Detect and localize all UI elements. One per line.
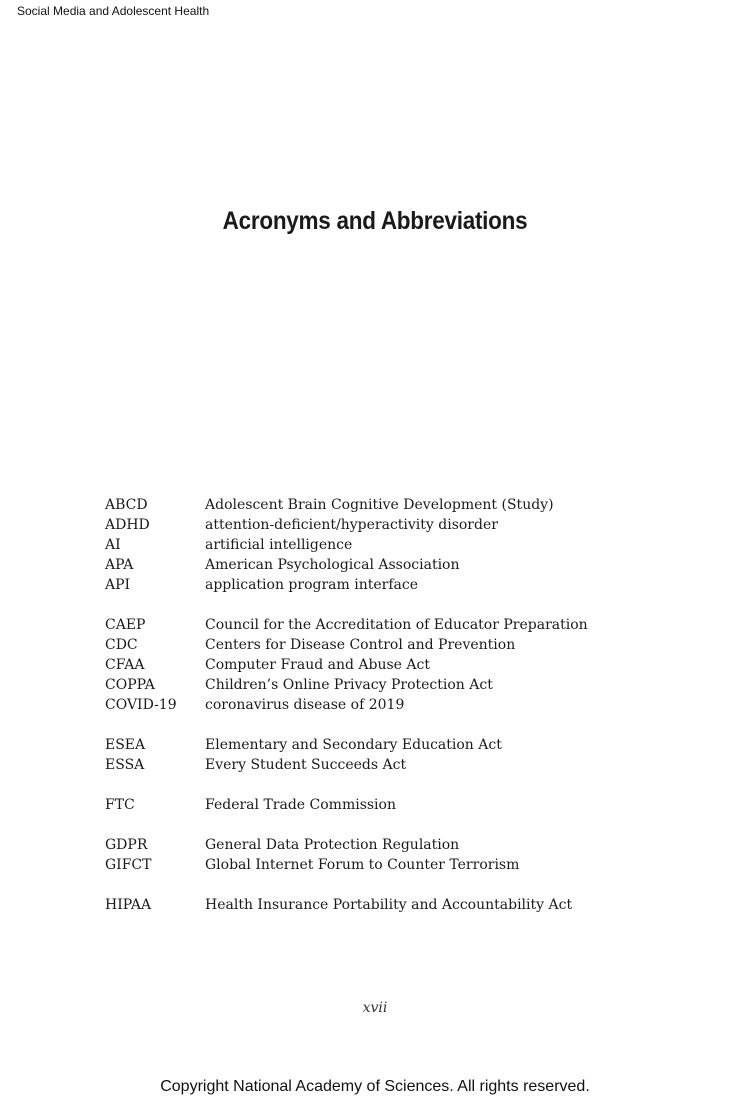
acronym-entry	[105, 515, 665, 535]
acronym-entry	[105, 895, 665, 915]
acronym-entry	[105, 635, 665, 655]
acronym-entry	[105, 855, 665, 875]
acronym-abbreviation: ABCD	[105, 497, 148, 513]
acronym-entry	[105, 535, 665, 555]
acronym-abbreviation: CDC	[105, 637, 138, 653]
acronym-abbreviation: API	[105, 577, 131, 593]
acronym-abbreviation: AI	[105, 537, 121, 553]
acronym-entry	[105, 795, 665, 815]
acronym-definition: Adolescent Brain Cognitive Development (Study)	[205, 497, 554, 513]
acronym-entry	[105, 655, 665, 675]
acronym-abbreviation: GDPR	[105, 837, 148, 853]
acronym-entry	[105, 755, 665, 775]
acronym-entry	[105, 495, 665, 515]
acronym-definition: attention-deficient/hyperactivity disorder	[205, 517, 498, 533]
acronym-definition: coronavirus disease of 2019	[205, 697, 405, 713]
acronym-definition: Centers for Disease Control and Prevention	[205, 637, 516, 653]
acronym-abbreviation: GIFCT	[105, 857, 152, 873]
acronym-entry	[105, 835, 665, 855]
running-header: Social Media and Adolescent Health	[17, 4, 210, 18]
acronym-abbreviation: APA	[105, 557, 134, 573]
page-number: xvii	[362, 1000, 388, 1016]
acronym-definition: American Psychological Association	[205, 557, 460, 573]
page-title: Acronyms and Abbreviations	[222, 207, 528, 235]
acronym-abbreviation: HIPAA	[105, 897, 152, 913]
acronym-entry	[105, 675, 665, 695]
acronym-definition: Children’s Online Privacy Protection Act	[205, 677, 493, 693]
acronym-abbreviation: ADHD	[105, 517, 150, 533]
acronym-entry	[105, 555, 665, 575]
acronym-definition: Every Student Succeeds Act	[205, 757, 407, 773]
acronym-list	[105, 495, 665, 935]
acronym-group	[105, 895, 665, 915]
acronym-definition: Global Internet Forum to Counter Terrorism	[205, 857, 520, 873]
acronym-entry	[105, 615, 665, 635]
acronym-abbreviation: COVID-19	[105, 697, 177, 713]
acronym-abbreviation: ESEA	[105, 737, 146, 753]
acronym-entry	[105, 695, 665, 715]
acronym-definition: General Data Protection Regulation	[205, 837, 460, 853]
acronym-entry	[105, 575, 665, 595]
acronym-definition: artificial intelligence	[205, 537, 353, 553]
acronym-abbreviation: FTC	[105, 797, 135, 813]
acronym-group	[105, 735, 665, 775]
acronym-definition: Computer Fraud and Abuse Act	[205, 657, 430, 673]
acronym-definition: application program interface	[205, 577, 418, 593]
acronym-definition: Elementary and Secondary Education Act	[205, 737, 502, 753]
acronym-definition: Federal Trade Commission	[205, 797, 396, 813]
acronym-group	[105, 795, 665, 815]
acronym-group	[105, 835, 665, 875]
acronym-abbreviation: CAEP	[105, 617, 146, 633]
acronym-group	[105, 615, 665, 715]
acronym-group	[105, 495, 665, 595]
acronym-abbreviation: ESSA	[105, 757, 145, 773]
acronym-entry	[105, 735, 665, 755]
acronym-abbreviation: CFAA	[105, 657, 145, 673]
acronym-definition: Council for the Accreditation of Educator Preparation	[205, 617, 588, 633]
acronym-abbreviation: COPPA	[105, 677, 155, 693]
acronym-definition: Health Insurance Portability and Accountability Act	[205, 897, 573, 913]
copyright-footer: Copyright National Academy of Sciences. All rights reserved.	[160, 1078, 590, 1095]
